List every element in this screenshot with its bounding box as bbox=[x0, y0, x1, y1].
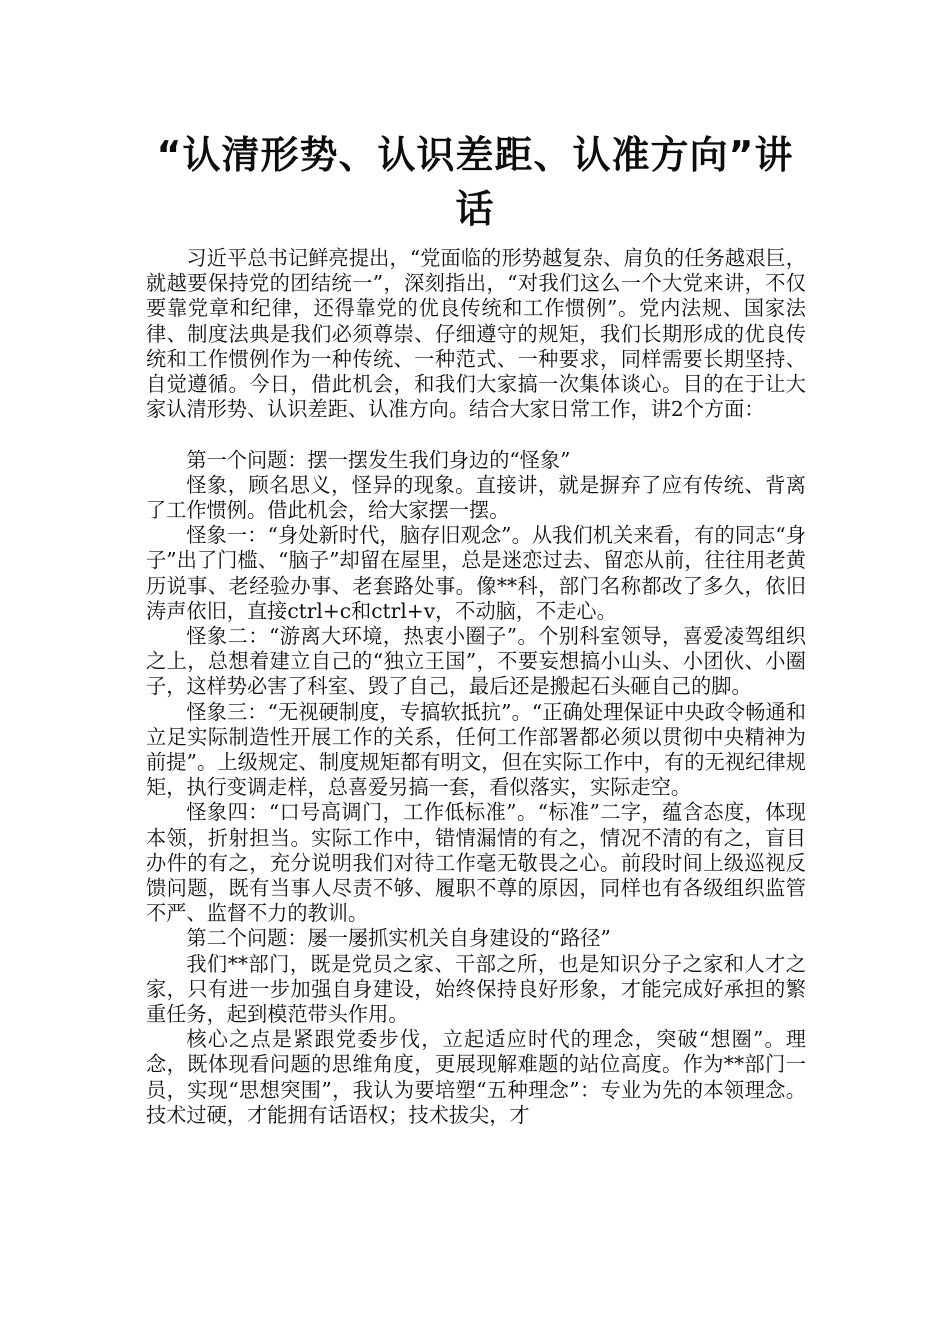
section-heading-1: 第一个问题：摆一摆发生我们身边的“怪象” bbox=[186, 447, 571, 472]
paragraph-intro: 习近平总书记鲜亮提出，“党面临的形势越复杂、肩负的任务越艰巨，就越要保持党的团结统一”，深刻指出，“对我们这么一个大党来讲，不仅要靠党章和纪律，还得靠党的优良传统和工作惯例”。党内法规、国家法律、制度法典是我们必须尊崇、仔细遵守的规矩，我们长期形成的优良传统和工作惯例作为一种传统、一种范式、一种要求，同样需要长期坚持、自觉遵循。今日，借此机会，和我们大家搞一次集体谈心。目的在于让大家认清形势、认识差距、认准方向。结合大家日常工作，讲2个方面： bbox=[146, 246, 806, 422]
paragraph: 我们**部门，既是党员之家、干部之所，也是知识分子之家和人才之家，只有进一步加强自身建设，始终保持良好形象，才能完成好承担的繁重任务，起到模范带头作用。 bbox=[146, 951, 806, 1027]
paragraph: 怪象三：“无视硬制度，专搞软抵抗”。“正确处理保证中央政令畅通和立足实际制造性开展工作的关系，任何工作部署都必须以贯彻中央精神为前提”。上级规定、制度规矩都有明文，但在实际工作中，有的无视纪律规矩，执行变调走样，总喜爱另搞一套，看似落实，实际走空。 bbox=[146, 699, 806, 800]
paragraph: 怪象，顾名思义，怪异的现象。直接讲，就是摒弃了应有传统、背离了工作惯例。借此机会，给大家摆一摆。 bbox=[146, 472, 806, 523]
document-title: “认清形势、认识差距、认准方向”讲话 bbox=[156, 133, 794, 231]
paragraph: 怪象一：“身处新时代，脑存旧观念”。从我们机关来看，有的同志“身子”出了门槛、“脑子”却留在屋里，总是迷恋过去、留恋从前，往往用老黄历说事、老经验办事、老套路处事。像**科，部门名称都改了多久，依旧涛声依旧，直接ctrl+c和ctrl+v，不动脑，不走心。 bbox=[146, 523, 806, 623]
document-body bbox=[146, 246, 806, 1128]
paragraph: 怪象四：“口号高调门，工作低标准”。“标准”二字，蕴含态度，体现本领，折射担当。实际工作中，错情漏情的有之，情况不清的有之，盲目办件的有之，充分说明我们对待工作毫无敬畏之心。前段时间上级巡视反馈问题，既有当事人尽责不够、履职不尊的原因，同样也有各级组织监管不严、监督不力的教训。 bbox=[146, 800, 806, 926]
section-heading-2: 第二个问题：屡一屡抓实机关自身建设的“路径” bbox=[186, 926, 611, 951]
paragraph: 核心之点是紧跟党委步伐，立起适应时代的理念，突破“想圈”。理念，既体现看问题的思维角度，更展现解难题的站位高度。作为**部门一员，实现“思想突围”，我认为要培塑“五种理念”：专业为先的本领理念。技术过硬，才能拥有话语权；技术拔尖，才 bbox=[146, 1027, 806, 1127]
paragraph: 怪象二：“游离大环境，热衷小圈子”。个别科室领导，喜爱凌驾组织之上，总想着建立自己的“独立王国”，不要妄想搞小山头、小团伙、小圈子，这样势必害了科室、毁了自己，最后还是搬起石头砸自己的脚。 bbox=[146, 624, 806, 699]
